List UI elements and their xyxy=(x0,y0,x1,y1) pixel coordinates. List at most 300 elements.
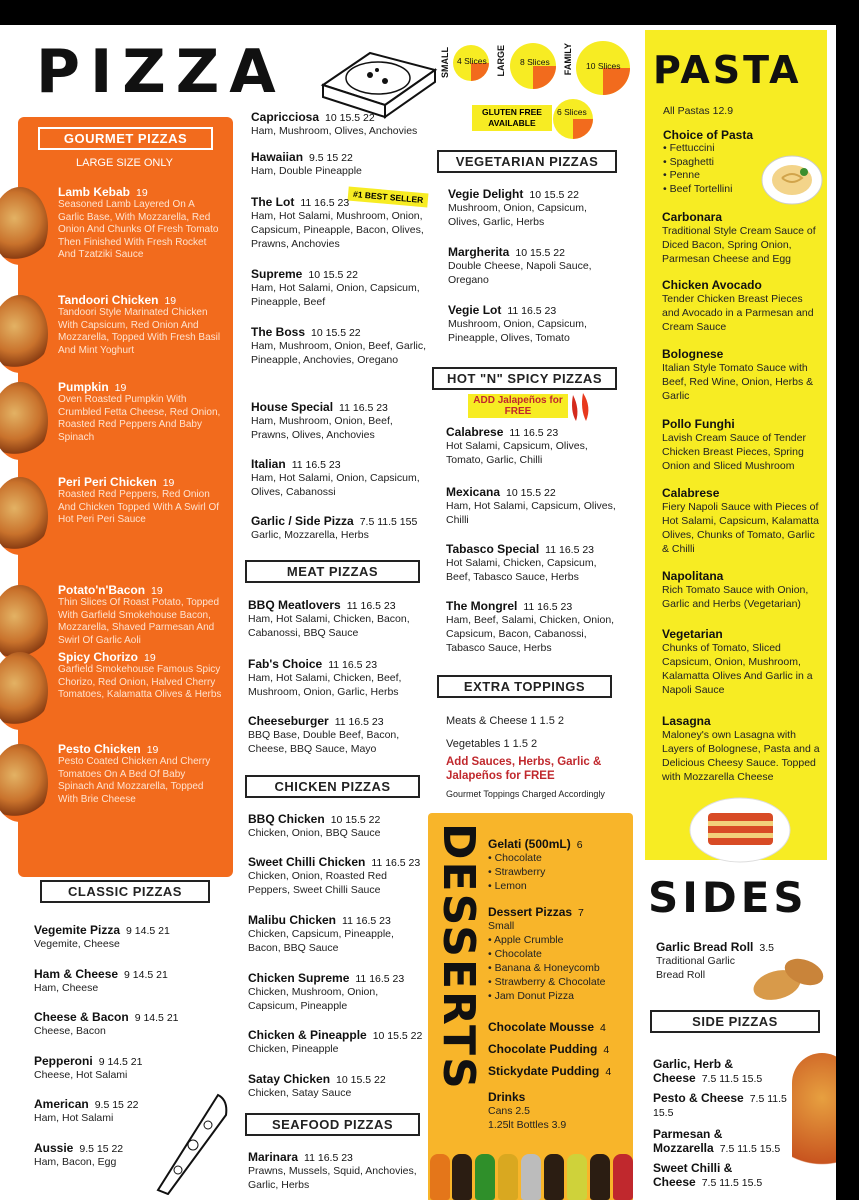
item-price: 11 16.5 23 xyxy=(346,600,396,612)
item-description: Fiery Napoli Sauce with Pieces of Hot Salami, Capsicum, Kalamatta Olives, Chunks of Tomato, Garlic & Chilli xyxy=(662,501,819,555)
item-name-row xyxy=(248,812,428,826)
menu-item xyxy=(448,187,618,229)
item-price: 6 xyxy=(576,839,583,851)
menu-item xyxy=(446,599,621,655)
menu-item xyxy=(488,905,628,1003)
item-name: Mexicana xyxy=(446,485,501,499)
item-name-row xyxy=(488,1090,628,1104)
menu-item xyxy=(251,195,431,251)
item-name: Hawaiian xyxy=(251,150,304,164)
menu-page xyxy=(0,25,836,1200)
item-name: Lamb Kebab xyxy=(58,185,131,199)
item-price: 11 16.5 23 xyxy=(523,601,573,613)
toppings-gourmet: Gourmet Toppings Charged Accordingly xyxy=(446,789,605,799)
item-description: Ham, Mushroom, Olives, Anchovies xyxy=(251,125,418,137)
item-name: Pesto Chicken xyxy=(58,742,141,756)
menu-item xyxy=(58,583,223,647)
item-name-row xyxy=(248,657,428,671)
item-description: Vegemite, Cheese xyxy=(34,938,120,950)
menu-item xyxy=(446,425,621,467)
item-name-row xyxy=(653,1127,793,1155)
size-family-label: FAMILY xyxy=(563,43,573,76)
chicken-heading: CHICKEN PIZZAS xyxy=(245,775,420,798)
menu-item xyxy=(662,278,822,334)
item-name-row xyxy=(251,400,431,414)
seafood-heading: SEAFOOD PIZZAS xyxy=(245,1113,420,1136)
item-description: Italian Style Tomato Sauce with Beef, Red Wine, Onion, Herbs & Garlic xyxy=(662,362,814,402)
vegetarian-heading: VEGETARIAN PIZZAS xyxy=(437,150,617,173)
menu-item xyxy=(251,400,431,442)
size-small-circle: 4 Slices xyxy=(453,45,489,81)
item-name: Vegemite Pizza xyxy=(34,923,121,937)
item-name-row xyxy=(58,293,223,307)
item-name: Carbonara xyxy=(662,210,723,224)
item-price: 10 15.5 22 xyxy=(529,189,579,201)
item-description: Prawns, Mussels, Squid, Anchovies, Garlic, Herbs xyxy=(248,1165,417,1191)
item-name-row xyxy=(251,457,431,471)
item-name-row xyxy=(251,150,431,164)
item-description: Pesto Coated Chicken And Cherry Tomatoes On A Bed Of Baby Spinach And Mozzarella, Topped With Brie Cheese xyxy=(58,756,211,805)
item-name: Aussie xyxy=(34,1141,74,1155)
item-name: Garlic, Herb & Cheese xyxy=(653,1057,734,1085)
menu-item xyxy=(251,267,431,309)
side-pizza-image xyxy=(792,1053,836,1200)
item-description: Ham, Bacon, Egg xyxy=(34,1156,117,1168)
item-name: Spicy Chorizo xyxy=(58,650,139,664)
item-name-row xyxy=(488,905,628,919)
pizza-title: PIZZA xyxy=(36,37,286,107)
item-name-row xyxy=(58,185,223,199)
item-name: Chicken Supreme xyxy=(248,971,350,985)
item-price: 19 xyxy=(146,744,159,756)
item-name-row xyxy=(251,325,431,339)
jalapeno-note: ADD Jalapeños for FREE xyxy=(468,394,568,418)
item-price: 4 xyxy=(605,1066,612,1078)
item-price: 11 16.5 23 xyxy=(355,973,405,985)
item-price: 11 16.5 23 xyxy=(291,459,341,471)
item-name-row xyxy=(248,855,428,869)
menu-item xyxy=(248,598,428,640)
item-description: Maloney's own Lasagna with Layers of Bolognese, Pasta and a Delicious Cheesy Sauce. Topped with Mozzarella Cheese xyxy=(662,729,820,783)
menu-item xyxy=(248,855,428,897)
item-name-row xyxy=(488,837,628,851)
chilli-icon xyxy=(568,391,598,423)
item-description: Ham, Hot Salami, Mushroom, Onion, Capsicum, Pineapple, Bacon, Olives, Prawns, Anchovies xyxy=(251,210,424,250)
menu-item xyxy=(662,210,822,266)
item-description: Chunks of Tomato, Sliced Capsicum, Onion, Mushroom, Kalamatta Olives And Garlic in a Napoli Sauce xyxy=(662,642,813,696)
item-name-row xyxy=(248,1150,428,1164)
toppings-heading: EXTRA TOPPINGS xyxy=(437,675,612,698)
item-name: Chocolate Mousse xyxy=(488,1020,595,1034)
item-description: • Chocolate • Strawberry • Lemon xyxy=(488,852,546,892)
item-name: Pumpkin xyxy=(58,380,109,394)
item-price: 11 16.5 23 xyxy=(339,402,388,414)
item-name-row xyxy=(446,599,621,613)
toppings-meats: Meats & Cheese 1 1.5 2 xyxy=(446,715,565,727)
item-name: Ham & Cheese xyxy=(34,967,119,981)
item-name: Vegie Lot xyxy=(448,303,502,317)
item-price: 4 xyxy=(603,1044,610,1056)
item-name-row xyxy=(58,380,223,394)
best-seller-badge: #1 BEST SELLER xyxy=(348,187,429,208)
item-price: 10 15.5 22 xyxy=(308,269,358,281)
menu-item xyxy=(248,812,428,840)
item-name-row xyxy=(653,1057,793,1085)
item-description: Hot Salami, Capsicum, Olives, Tomato, Garlic, Chilli xyxy=(446,440,588,466)
menu-item xyxy=(251,110,431,138)
item-name-row xyxy=(248,598,428,612)
item-description: Lavish Cream Sauce of Tender Chicken Breast Pieces, Spring Onion and Sliced Mushroom xyxy=(662,432,806,472)
item-description: Chicken, Capsicum, Pineapple, Bacon, BBQ Sauce xyxy=(248,928,394,954)
item-description: Cans 2.5 1.25lt Bottles 3.9 xyxy=(488,1105,567,1131)
item-name-row xyxy=(34,1097,204,1111)
item-price: 19 xyxy=(114,382,127,394)
item-price: 11 16.5 23 xyxy=(334,716,384,728)
menu-item xyxy=(58,380,223,444)
item-price: 11 16.5 23 xyxy=(509,427,559,439)
menu-item xyxy=(488,1064,628,1078)
menu-item xyxy=(34,923,204,951)
item-name-row xyxy=(58,583,223,597)
spicy-heading: HOT "N" SPICY PIZZAS xyxy=(432,367,617,390)
menu-item xyxy=(248,657,428,699)
classic-heading: CLASSIC PIZZAS xyxy=(40,880,210,903)
item-name-row xyxy=(488,1042,628,1056)
item-name: Peri Peri Chicken xyxy=(58,475,157,489)
item-description: Ham, Hot Salami, Onion, Capsicum, Pineapple, Beef xyxy=(251,282,420,308)
item-price: 11 16.5 23 xyxy=(300,197,350,209)
item-name: Tabasco Special xyxy=(446,542,540,556)
item-description: Garlic, Mozzarella, Herbs xyxy=(251,529,369,541)
menu-item xyxy=(251,457,431,499)
item-description: Ham, Hot Salami, Chicken, Bacon, Cabanossi, BBQ Sauce xyxy=(248,613,410,639)
item-price: 11 16.5 23 xyxy=(371,857,421,869)
menu-item xyxy=(58,742,223,806)
item-name: Malibu Chicken xyxy=(248,913,337,927)
item-description: Garfield Smokehouse Famous Spicy Chorizo, Red Onion, Halved Cherry Tomatoes, Kalamatta Olives & Herbs xyxy=(58,664,222,700)
item-name-row xyxy=(662,714,822,728)
item-name: Chocolate Pudding xyxy=(488,1042,598,1056)
item-name: Pollo Funghi xyxy=(662,417,735,431)
item-description: Chicken, Onion, BBQ Sauce xyxy=(248,827,381,839)
item-price: 11 16.5 23 xyxy=(328,659,378,671)
item-name: Tandoori Chicken xyxy=(58,293,159,307)
item-name-row xyxy=(248,714,428,728)
desserts-title: DESSERTS xyxy=(433,823,484,1091)
item-name-row xyxy=(248,1028,428,1042)
size-small-label: SMALL xyxy=(440,47,450,78)
item-description: Ham, Double Pineapple xyxy=(251,165,362,177)
item-name-row xyxy=(662,627,822,641)
item-description: Chicken, Mushroom, Onion, Capsicum, Pineapple xyxy=(248,986,379,1012)
menu-item xyxy=(653,1091,793,1119)
menu-item xyxy=(653,1161,793,1189)
item-name-row xyxy=(662,569,822,583)
menu-item xyxy=(251,150,431,178)
item-description: Cheese, Hot Salami xyxy=(34,1069,128,1081)
item-name: Margherita xyxy=(448,245,510,259)
item-price: 7 xyxy=(578,907,584,919)
menu-item xyxy=(662,417,822,473)
item-name-row xyxy=(446,425,621,439)
item-description: Tender Chicken Breast Pieces and Avocado in a Parmesan and Cream Sauce xyxy=(662,293,814,333)
item-name: Chicken Avocado xyxy=(662,278,762,292)
item-name: The Boss xyxy=(251,325,306,339)
size-large-circle: 8 Slices xyxy=(510,43,556,89)
item-name: Vegie Delight xyxy=(448,187,524,201)
item-name-row xyxy=(446,542,621,556)
menu-item xyxy=(488,1090,628,1132)
item-price: 10 15.5 22 xyxy=(372,1030,423,1042)
item-description: Seasoned Lamb Layered On A Garlic Base, With Mozzarella, Red Onion And Chunks Of Fresh Tomato Then Finished With Fresh Rocket And Tzatziki Sauce xyxy=(58,199,219,260)
item-name-row xyxy=(58,475,223,489)
menu-item xyxy=(248,971,428,1013)
item-description: Chicken, Satay Sauce xyxy=(248,1087,352,1099)
item-name-row xyxy=(446,485,621,499)
item-name: Calabrese xyxy=(662,486,720,500)
menu-item xyxy=(34,1010,204,1038)
item-name: American xyxy=(34,1097,89,1111)
item-name-row xyxy=(653,1091,793,1119)
item-name-row xyxy=(448,187,618,201)
item-price: 19 xyxy=(151,585,163,597)
menu-item xyxy=(662,347,822,403)
menu-item xyxy=(446,485,621,527)
item-price: 19 xyxy=(144,652,156,664)
item-price: 7.5 11.5 15.5 xyxy=(653,1093,787,1119)
item-description: Ham, Hot Salami, Capsicum, Olives, Chilli xyxy=(446,500,616,526)
menu-item xyxy=(251,514,431,542)
item-name-row xyxy=(34,1010,204,1024)
menu-item xyxy=(488,1020,628,1034)
menu-item xyxy=(662,569,822,611)
gourmet-sub: LARGE SIZE ONLY xyxy=(76,157,173,169)
item-price: 10 15.5 22 xyxy=(336,1074,386,1086)
item-name: Bolognese xyxy=(662,347,724,361)
item-description: Oven Roasted Pumpkin With Crumbled Fetta Cheese, Red Onion, Roasted Red Peppers And Baby Spinach xyxy=(58,394,221,443)
item-name: The Mongrel xyxy=(446,599,518,613)
menu-item xyxy=(662,714,822,784)
item-description: Tandoori Style Marinated Chicken With Capsicum, Red Onion And Mozzarella, Topped With Fresh Basil And Mint Yoghurt xyxy=(58,307,221,356)
pasta-dish-icon xyxy=(760,150,825,210)
menu-item xyxy=(448,245,618,287)
item-name-row xyxy=(248,1072,428,1086)
item-name: Stickydate Pudding xyxy=(488,1064,600,1078)
item-name-row xyxy=(448,303,618,317)
menu-item xyxy=(653,1127,793,1155)
toppings-veg: Vegetables 1 1.5 2 xyxy=(446,738,538,750)
menu-item xyxy=(248,913,428,955)
menu-item xyxy=(58,185,223,262)
menu-item xyxy=(248,1072,428,1100)
item-name: The Lot xyxy=(251,195,295,209)
item-description: Ham, Hot Salami xyxy=(34,1112,114,1124)
item-name-row xyxy=(662,347,822,361)
item-name: Calabrese xyxy=(446,425,504,439)
item-name-row xyxy=(662,210,822,224)
item-description: BBQ Base, Double Beef, Bacon, Cheese, BBQ Sauce, Mayo xyxy=(248,729,400,755)
item-name: Parmesan & Mozzarella xyxy=(653,1127,723,1155)
item-price: 4 xyxy=(600,1022,606,1034)
menu-item xyxy=(58,650,223,702)
item-name-row xyxy=(248,971,428,985)
item-name-row xyxy=(662,278,822,292)
menu-item xyxy=(248,714,428,756)
drink-bottles xyxy=(428,1155,633,1200)
item-description: Ham, Cheese xyxy=(34,982,99,994)
size-gluten-circle: 6 Slices xyxy=(553,99,593,139)
item-name: Satay Chicken xyxy=(248,1072,331,1086)
item-description: Chicken, Onion, Roasted Red Peppers, Sweet Chilli Sauce xyxy=(248,870,387,896)
item-name-row xyxy=(251,110,431,124)
item-name: Garlic / Side Pizza xyxy=(251,514,354,528)
item-name-row xyxy=(58,742,223,756)
item-name-row xyxy=(34,1141,204,1155)
item-name-row xyxy=(448,245,618,259)
item-price: 7.5 11.5 155 xyxy=(359,516,418,528)
item-name: Supreme xyxy=(251,267,303,281)
item-name: Cheese & Bacon xyxy=(34,1010,129,1024)
item-price: 11 16.5 23 xyxy=(507,305,557,317)
menu-item xyxy=(653,1057,793,1085)
item-description: Thin Slices Of Roast Potato, Topped With Garfield Smokehouse Bacon, Mozzarella, Shaved Parmesan And Swirl Of Garlic Aoli xyxy=(58,597,220,646)
item-name: Potato'n'Bacon xyxy=(58,583,146,597)
item-name: Pesto & Cheese xyxy=(653,1091,744,1105)
item-price: 10 15.5 22 xyxy=(330,814,381,826)
size-family-circle: 10 Slices xyxy=(576,41,630,95)
item-description: Rich Tomato Sauce with Onion, Garlic and Herbs (Vegetarian) xyxy=(662,584,809,610)
item-price: 11 16.5 23 xyxy=(545,544,595,556)
item-name-row xyxy=(34,923,204,937)
item-name: Pepperoni xyxy=(34,1054,93,1068)
item-description: Cheese, Bacon xyxy=(34,1025,106,1037)
item-name: Chicken & Pineapple xyxy=(248,1028,367,1042)
item-name-row xyxy=(662,417,822,431)
menu-item xyxy=(248,1028,428,1056)
item-price: 19 xyxy=(164,295,177,307)
item-price: 9 14.5 21 xyxy=(134,1012,179,1024)
item-description: Ham, Beef, Salami, Chicken, Onion, Capsicum, Bacon, Cabanossi, Tabasco Sauce, Herbs xyxy=(446,614,615,654)
item-name: Drinks xyxy=(488,1090,526,1104)
item-price: 9 14.5 21 xyxy=(98,1056,143,1068)
item-description: Roasted Red Peppers, Red Onion And Chicken Topped With A Swirl Of Hot Peri Peri Sauce xyxy=(58,489,220,525)
item-name: Dessert Pizzas xyxy=(488,905,573,919)
item-name: House Special xyxy=(251,400,334,414)
item-name: Fab's Choice xyxy=(248,657,323,671)
menu-item xyxy=(446,542,621,584)
pasta-choice: Choice of Pasta • Fettuccini • Spaghetti • Penne • Beef Tortellini xyxy=(663,128,754,195)
item-name: Lasagna xyxy=(662,714,711,728)
sides-title: SIDES xyxy=(648,873,808,922)
pasta-all-price: All Pastas 12.9 xyxy=(663,105,734,117)
menu-item xyxy=(488,837,628,893)
menu-item xyxy=(58,293,223,357)
item-name: Gelati (500mL) xyxy=(488,837,571,851)
garlic-bread: Garlic Bread Roll 3.5 Traditional Garlic Bread Roll xyxy=(656,940,774,981)
item-price: 9.5 15 22 xyxy=(94,1099,139,1111)
menu-item xyxy=(488,1042,628,1056)
side-pizzas-heading: SIDE PIZZAS xyxy=(650,1010,820,1033)
gourmet-heading: GOURMET PIZZAS xyxy=(38,127,213,150)
item-description: Traditional Style Cream Sauce of Diced Bacon, Spring Onion, Parmesan Cheese and Egg xyxy=(662,225,816,265)
item-description: Ham, Mushroom, Onion, Beef, Prawns, Olives, Anchovies xyxy=(251,415,393,441)
item-price: 7.5 11.5 15.5 xyxy=(701,1073,763,1085)
meat-heading: MEAT PIZZAS xyxy=(245,560,420,583)
item-name-row xyxy=(251,514,431,528)
item-name: BBQ Chicken xyxy=(248,812,325,826)
menu-item xyxy=(34,1097,204,1125)
item-price: 10 15.5 22 xyxy=(325,112,375,124)
item-name: Sweet Chilli Chicken xyxy=(248,855,366,869)
item-price: 9 14.5 21 xyxy=(126,925,170,937)
pasta-title: PASTA xyxy=(653,48,802,92)
menu-item xyxy=(248,1150,428,1192)
garlic-bread-image xyxy=(752,950,827,1005)
item-description: Chicken, Pineapple xyxy=(248,1043,339,1055)
item-name: Vegetarian xyxy=(662,627,723,641)
item-description: Ham, Hot Salami, Chicken, Beef, Mushroom, Onion, Garlic, Herbs xyxy=(248,672,402,698)
item-description: Mushroom, Onion, Capsicum, Pineapple, Olives, Tomato xyxy=(448,318,587,344)
item-price: 9.5 15 22 xyxy=(309,152,353,164)
item-name: Marinara xyxy=(248,1150,299,1164)
item-name-row xyxy=(251,195,431,209)
toppings-free: Add Sauces, Herbs, Garlic & Jalapeños for FREE xyxy=(446,756,602,782)
item-price: 19 xyxy=(162,477,175,489)
item-name-row xyxy=(34,1054,204,1068)
item-name-row xyxy=(248,913,428,927)
lasagna-image xyxy=(688,795,793,865)
item-description: Double Cheese, Napoli Sauce, Oregano xyxy=(448,260,592,286)
item-name-row xyxy=(488,1064,628,1078)
item-price: 9.5 15 22 xyxy=(79,1143,124,1155)
item-name: Capricciosa xyxy=(251,110,320,124)
menu-item xyxy=(34,967,204,995)
pizza-box-icon xyxy=(315,45,440,120)
size-large-label: LARGE xyxy=(496,45,506,77)
item-description: Ham, Hot Salami, Onion, Capsicum, Olives, Cabanossi xyxy=(251,472,420,498)
item-name-row xyxy=(34,967,204,981)
item-description: Ham, Mushroom, Onion, Beef, Garlic, Pineapple, Anchovies, Oregano xyxy=(251,340,427,366)
item-description: Hot Salami, Chicken, Capsicum, Beef, Tabasco Sauce, Herbs xyxy=(446,557,597,583)
item-name-row xyxy=(488,1020,628,1034)
item-price: 11 16.5 23 xyxy=(342,915,391,927)
item-price: 11 16.5 23 xyxy=(304,1152,353,1164)
item-price: 10 15.5 22 xyxy=(506,487,556,499)
item-price: 10 15.5 22 xyxy=(515,247,565,259)
item-price: 19 xyxy=(136,187,148,199)
item-name: Italian xyxy=(251,457,286,471)
item-name-row xyxy=(251,267,431,281)
item-name: Cheeseburger xyxy=(248,714,329,728)
item-name-row xyxy=(58,650,223,664)
gluten-free-badge: GLUTEN FREE AVAILABLE xyxy=(472,105,552,131)
menu-item xyxy=(58,475,223,527)
item-price: 10 15.5 22 xyxy=(311,327,361,339)
item-name: BBQ Meatlovers xyxy=(248,598,341,612)
menu-item xyxy=(34,1054,204,1082)
item-price: 7.5 11.5 15.5 xyxy=(701,1177,763,1189)
item-name: Napolitana xyxy=(662,569,724,583)
item-price: 7.5 11.5 15.5 xyxy=(719,1143,781,1155)
item-name-row xyxy=(662,486,822,500)
item-name: Sweet Chilli & Cheese xyxy=(653,1161,733,1189)
item-price: 9 14.5 21 xyxy=(124,969,168,981)
item-description: Mushroom, Onion, Capsicum, Olives, Garlic, Herbs xyxy=(448,202,587,228)
menu-item xyxy=(34,1141,204,1169)
menu-item xyxy=(448,303,618,345)
menu-item xyxy=(251,325,431,367)
item-description: Small • Apple Crumble • Chocolate • Banana & Honeycomb • Strawberry & Chocolate • Jam Donut Pizza xyxy=(488,920,606,1002)
